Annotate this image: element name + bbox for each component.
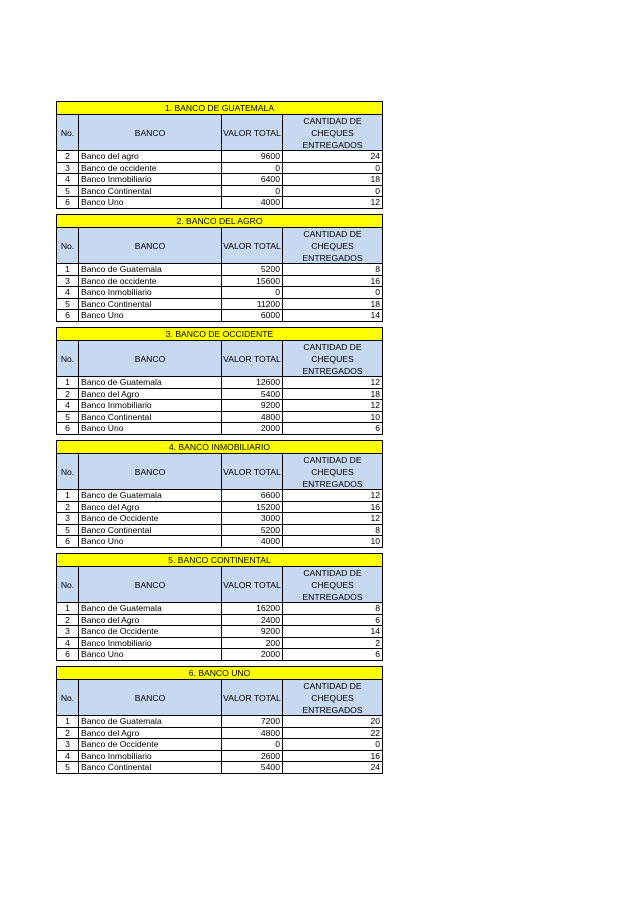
cell-banco[interactable]: Banco Inmobiliario bbox=[79, 287, 222, 298]
header-cantidad-cheques: CANTIDAD DE CHEQUES ENTREGADOS bbox=[302, 681, 363, 715]
table-header bbox=[56, 340, 383, 377]
header-valor-total: VALOR TOTAL bbox=[223, 580, 281, 590]
header-valor-total: VALOR TOTAL bbox=[223, 128, 281, 138]
cell-valor-total[interactable]: 2400 bbox=[222, 615, 283, 626]
cell-banco[interactable]: Banco Inmobiliario bbox=[79, 638, 222, 649]
header-cantidad-cheques: CANTIDAD DE CHEQUES ENTREGADOS bbox=[302, 116, 363, 150]
cell-cantidad[interactable]: 0 bbox=[375, 287, 380, 297]
cell-cantidad[interactable]: 8 bbox=[375, 524, 380, 535]
cell-no[interactable]: 5 bbox=[57, 412, 79, 423]
table-row bbox=[56, 197, 383, 209]
cell-no[interactable]: 1 bbox=[57, 377, 79, 388]
table-row bbox=[56, 762, 383, 774]
cell-no[interactable]: 6 bbox=[57, 423, 79, 434]
cell-valor-total[interactable]: 0 bbox=[222, 163, 283, 174]
cell-cantidad[interactable]: 22 bbox=[370, 727, 380, 738]
bank-table bbox=[56, 440, 383, 553]
header-no: No. bbox=[60, 580, 75, 590]
cell-banco[interactable]: Banco Continental bbox=[79, 525, 222, 536]
cell-banco[interactable]: Banco Continental bbox=[79, 186, 222, 197]
table-row bbox=[56, 186, 383, 198]
cell-valor-total[interactable]: 4000 bbox=[222, 197, 283, 208]
header-cantidad-cheques: CANTIDAD DE CHEQUES ENTREGADOS bbox=[302, 229, 363, 263]
cell-no[interactable]: 3 bbox=[57, 276, 79, 287]
cell-valor-total[interactable]: 9200 bbox=[222, 400, 283, 411]
cell-valor-total[interactable]: 4000 bbox=[222, 536, 283, 547]
table-row bbox=[56, 490, 383, 502]
cell-banco[interactable]: Banco de occidente bbox=[79, 163, 222, 174]
table-row bbox=[56, 525, 383, 537]
cell-valor-total[interactable]: 4800 bbox=[222, 728, 283, 739]
cell-valor-total[interactable]: 9200 bbox=[222, 626, 283, 637]
cell-valor-total[interactable]: 6000 bbox=[222, 310, 283, 321]
header-no: No. bbox=[60, 693, 75, 703]
table-row bbox=[56, 423, 383, 435]
table-row bbox=[56, 151, 383, 163]
cell-valor-total[interactable]: 2000 bbox=[222, 649, 283, 660]
cell-banco[interactable]: Banco de Occidente bbox=[79, 739, 222, 750]
table-title: 2. BANCO DEL AGRO bbox=[56, 214, 383, 227]
cell-cantidad[interactable]: 12 bbox=[370, 400, 380, 410]
cell-no[interactable]: 1 bbox=[57, 490, 79, 501]
cell-no[interactable]: 3 bbox=[57, 739, 79, 750]
table-row bbox=[56, 751, 383, 763]
header-banco: BANCO bbox=[134, 128, 166, 138]
cell-banco[interactable]: Banco del Agro bbox=[79, 728, 222, 739]
cell-banco[interactable]: Banco de occidente bbox=[79, 276, 222, 287]
table-row bbox=[56, 502, 383, 514]
cell-valor-total[interactable]: 3000 bbox=[222, 513, 283, 524]
cell-cantidad[interactable]: 12 bbox=[370, 377, 380, 387]
table-body bbox=[56, 603, 383, 661]
cell-no[interactable]: 6 bbox=[57, 310, 79, 321]
cell-no[interactable]: 4 bbox=[57, 400, 79, 411]
cell-valor-total[interactable]: 9600 bbox=[222, 151, 283, 162]
cell-valor-total[interactable]: 0 bbox=[222, 287, 283, 298]
cell-banco[interactable]: Banco de Guatemala bbox=[79, 264, 222, 275]
bank-table bbox=[56, 666, 383, 779]
table-header bbox=[56, 566, 383, 603]
header-valor-total: VALOR TOTAL bbox=[223, 354, 281, 364]
header-valor-total: VALOR TOTAL bbox=[223, 693, 281, 703]
header-banco: BANCO bbox=[134, 241, 166, 251]
cell-valor-total[interactable]: 6600 bbox=[222, 490, 283, 501]
cell-banco[interactable]: Banco de Guatemala bbox=[79, 377, 222, 388]
cell-cantidad[interactable]: 2 bbox=[375, 637, 380, 648]
cell-cantidad[interactable]: 18 bbox=[370, 388, 380, 399]
cell-valor-total[interactable]: 200 bbox=[222, 638, 283, 649]
cell-cantidad[interactable]: 24 bbox=[370, 762, 380, 772]
cell-no[interactable]: 5 bbox=[57, 299, 79, 310]
table-row bbox=[56, 603, 383, 615]
cell-no[interactable]: 1 bbox=[57, 603, 79, 614]
cell-banco[interactable]: Banco de Guatemala bbox=[79, 603, 222, 614]
table-row bbox=[56, 649, 383, 661]
cell-banco[interactable]: Banco de Occidente bbox=[79, 513, 222, 524]
cell-valor-total[interactable]: 5200 bbox=[222, 264, 283, 275]
cell-valor-total[interactable]: 5200 bbox=[222, 525, 283, 536]
bank-table bbox=[56, 553, 383, 666]
cell-cantidad[interactable]: 0 bbox=[375, 185, 380, 196]
cell-no[interactable]: 2 bbox=[57, 728, 79, 739]
header-banco: BANCO bbox=[134, 354, 166, 364]
table-body bbox=[56, 264, 383, 322]
cell-valor-total[interactable]: 2000 bbox=[222, 423, 283, 434]
cell-valor-total[interactable]: 6400 bbox=[222, 174, 283, 185]
cell-banco[interactable]: Banco del Agro bbox=[79, 389, 222, 400]
header-valor-total: VALOR TOTAL bbox=[223, 241, 281, 251]
cell-cantidad[interactable]: 6 bbox=[375, 614, 380, 625]
cell-no[interactable]: 4 bbox=[57, 751, 79, 762]
table-body bbox=[56, 151, 383, 209]
table-title: 1. BANCO DE GUATEMALA bbox=[56, 101, 383, 114]
cell-banco[interactable]: Banco Uno bbox=[79, 310, 222, 321]
cell-valor-total[interactable]: 7200 bbox=[222, 716, 283, 727]
cell-no[interactable]: 2 bbox=[57, 389, 79, 400]
cell-no[interactable]: 3 bbox=[57, 626, 79, 637]
cell-no[interactable]: 3 bbox=[57, 513, 79, 524]
cell-no[interactable]: 2 bbox=[57, 502, 79, 513]
cell-cantidad[interactable]: 14 bbox=[370, 310, 380, 320]
cell-cantidad[interactable]: 18 bbox=[370, 298, 380, 309]
cell-cantidad[interactable]: 6 bbox=[375, 423, 380, 433]
table-row bbox=[56, 276, 383, 288]
table-row bbox=[56, 412, 383, 424]
table-body bbox=[56, 490, 383, 548]
cell-no[interactable]: 2 bbox=[57, 151, 79, 162]
table-row bbox=[56, 615, 383, 627]
cell-banco[interactable]: Banco de Guatemala bbox=[79, 716, 222, 727]
table-row bbox=[56, 310, 383, 322]
table-row bbox=[56, 626, 383, 638]
cell-valor-total[interactable]: 0 bbox=[222, 739, 283, 750]
cell-valor-total[interactable]: 5400 bbox=[222, 389, 283, 400]
cell-banco[interactable]: Banco Continental bbox=[79, 412, 222, 423]
cell-cantidad[interactable]: 14 bbox=[370, 626, 380, 636]
table-row bbox=[56, 536, 383, 548]
table-row bbox=[56, 513, 383, 525]
header-cantidad-cheques: CANTIDAD DE CHEQUES ENTREGADOS bbox=[302, 342, 363, 376]
cell-no[interactable]: 6 bbox=[57, 536, 79, 547]
table-row bbox=[56, 264, 383, 276]
cell-cantidad[interactable]: 12 bbox=[370, 513, 380, 523]
cell-no[interactable]: 5 bbox=[57, 525, 79, 536]
bank-table bbox=[56, 214, 383, 327]
table-title: 3. BANCO DE OCCIDENTE bbox=[56, 327, 383, 340]
table-row bbox=[56, 389, 383, 401]
cell-cantidad[interactable]: 0 bbox=[375, 739, 380, 749]
cell-no[interactable]: 6 bbox=[57, 197, 79, 208]
cell-banco[interactable]: Banco Inmobiliario bbox=[79, 174, 222, 185]
cell-cantidad[interactable]: 16 bbox=[370, 501, 380, 512]
table-row bbox=[56, 163, 383, 175]
cell-banco[interactable]: Banco Continental bbox=[79, 299, 222, 310]
header-banco: BANCO bbox=[134, 580, 166, 590]
table-title: 6. BANCO UNO bbox=[56, 666, 383, 679]
table-row bbox=[56, 638, 383, 650]
cell-no[interactable]: 3 bbox=[57, 163, 79, 174]
cell-valor-total[interactable]: 0 bbox=[222, 186, 283, 197]
cell-cantidad[interactable]: 16 bbox=[370, 275, 380, 286]
cell-cantidad[interactable]: 0 bbox=[375, 162, 380, 173]
table-header bbox=[56, 453, 383, 490]
cell-no[interactable]: 4 bbox=[57, 638, 79, 649]
cell-valor-total[interactable]: 12600 bbox=[222, 377, 283, 388]
header-valor-total: VALOR TOTAL bbox=[223, 467, 281, 477]
cell-banco[interactable]: Banco Continental bbox=[79, 762, 222, 773]
table-header bbox=[56, 114, 383, 151]
cell-no[interactable]: 1 bbox=[57, 716, 79, 727]
cell-cantidad[interactable]: 10 bbox=[370, 411, 380, 422]
cell-banco[interactable]: Banco Inmobiliario bbox=[79, 751, 222, 762]
table-row bbox=[56, 400, 383, 412]
bank-table bbox=[56, 327, 383, 440]
header-no: No. bbox=[60, 241, 75, 251]
cell-valor-total[interactable]: 5400 bbox=[222, 762, 283, 773]
cell-banco[interactable]: Banco Uno bbox=[79, 536, 222, 547]
cell-cantidad[interactable]: 18 bbox=[370, 174, 380, 184]
table-body bbox=[56, 377, 383, 435]
header-banco: BANCO bbox=[134, 693, 166, 703]
cell-valor-total[interactable]: 2600 bbox=[222, 751, 283, 762]
table-row bbox=[56, 716, 383, 728]
table-title: 5. BANCO CONTINENTAL bbox=[56, 553, 383, 566]
cell-no[interactable]: 2 bbox=[57, 615, 79, 626]
cell-cantidad[interactable]: 6 bbox=[375, 649, 380, 659]
cell-banco[interactable]: Banco del Agro bbox=[79, 615, 222, 626]
cell-no[interactable]: 5 bbox=[57, 762, 79, 773]
cell-no[interactable]: 4 bbox=[57, 174, 79, 185]
header-no: No. bbox=[60, 128, 75, 138]
header-cantidad-cheques: CANTIDAD DE CHEQUES ENTREGADOS bbox=[302, 568, 363, 602]
table-row bbox=[56, 739, 383, 751]
table-header bbox=[56, 227, 383, 264]
header-banco: BANCO bbox=[134, 467, 166, 477]
header-no: No. bbox=[60, 354, 75, 364]
table-row bbox=[56, 174, 383, 186]
cell-valor-total[interactable]: 15600 bbox=[222, 276, 283, 287]
cell-no[interactable]: 5 bbox=[57, 186, 79, 197]
table-title: 4. BANCO INMOBILIARIO bbox=[56, 440, 383, 453]
table-row bbox=[56, 377, 383, 389]
table-row bbox=[56, 287, 383, 299]
cell-banco[interactable]: Banco Uno bbox=[79, 197, 222, 208]
header-cantidad-cheques: CANTIDAD DE CHEQUES ENTREGADOS bbox=[302, 455, 363, 489]
spreadsheet bbox=[56, 101, 383, 779]
cell-no[interactable]: 6 bbox=[57, 649, 79, 660]
cell-cantidad[interactable]: 12 bbox=[370, 197, 380, 207]
cell-banco[interactable]: Banco de Occidente bbox=[79, 626, 222, 637]
cell-cantidad[interactable]: 8 bbox=[375, 264, 380, 274]
table-row bbox=[56, 299, 383, 311]
cell-banco[interactable]: Banco Inmobiliario bbox=[79, 400, 222, 411]
table-row bbox=[56, 728, 383, 740]
cell-cantidad[interactable]: 16 bbox=[370, 750, 380, 761]
cell-valor-total[interactable]: 16200 bbox=[222, 603, 283, 614]
cell-banco[interactable]: Banco del agro bbox=[79, 151, 222, 162]
cell-valor-total[interactable]: 15200 bbox=[222, 502, 283, 513]
cell-cantidad[interactable]: 20 bbox=[370, 716, 380, 726]
cell-banco[interactable]: Banco Uno bbox=[79, 649, 222, 660]
cell-no[interactable]: 4 bbox=[57, 287, 79, 298]
cell-cantidad[interactable]: 10 bbox=[370, 536, 380, 546]
table-header bbox=[56, 679, 383, 716]
header-no: No. bbox=[60, 467, 75, 477]
table-body bbox=[56, 716, 383, 774]
cell-cantidad[interactable]: 8 bbox=[375, 603, 380, 613]
cell-banco[interactable]: Banco Uno bbox=[79, 423, 222, 434]
cell-valor-total[interactable]: 4800 bbox=[222, 412, 283, 423]
cell-banco[interactable]: Banco de Guatemala bbox=[79, 490, 222, 501]
cell-cantidad[interactable]: 12 bbox=[370, 490, 380, 500]
cell-valor-total[interactable]: 11200 bbox=[222, 299, 283, 310]
cell-cantidad[interactable]: 24 bbox=[370, 151, 380, 161]
cell-no[interactable]: 1 bbox=[57, 264, 79, 275]
bank-table bbox=[56, 101, 383, 214]
cell-banco[interactable]: Banco del Agro bbox=[79, 502, 222, 513]
